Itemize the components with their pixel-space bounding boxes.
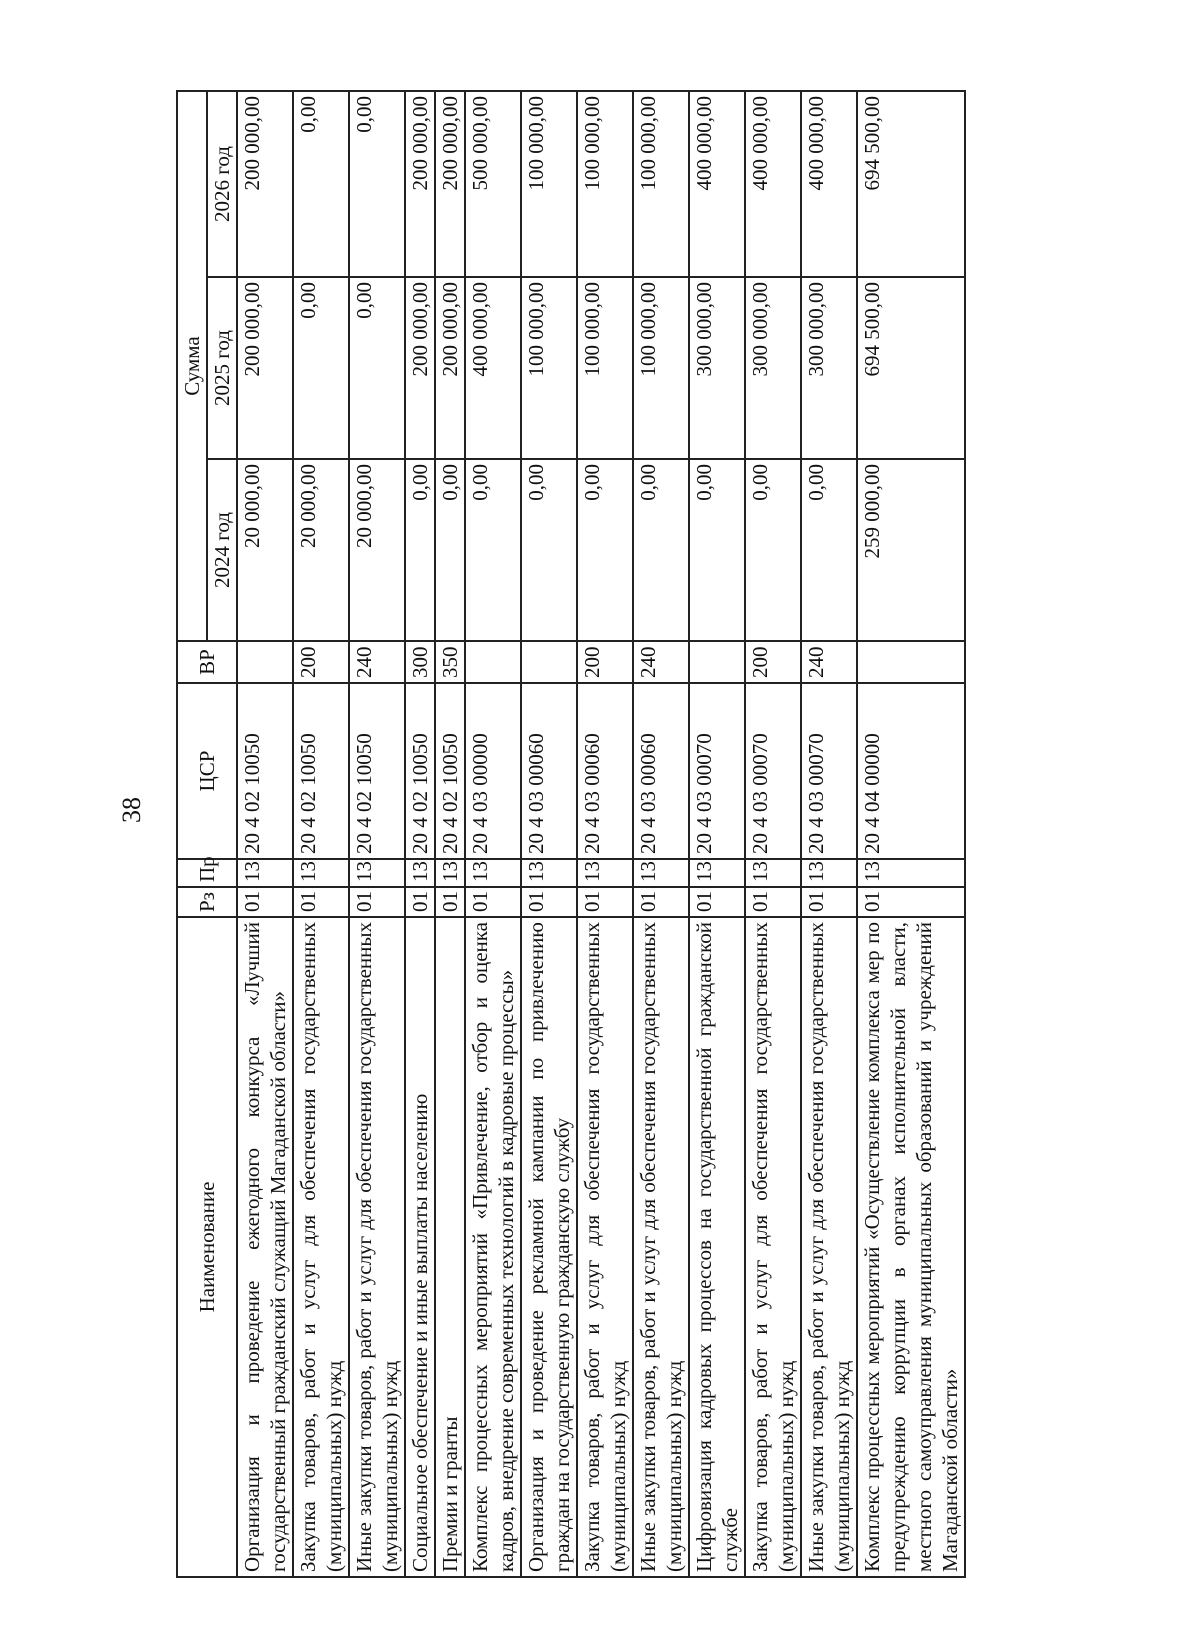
cell-name: Премии и гранты [435, 917, 465, 1577]
table-row [577, 91, 633, 1577]
cell-rz: 01 [521, 887, 577, 917]
header-year-2025: 2025 год [207, 277, 237, 459]
cell-rz: 01 [801, 887, 857, 917]
cell-amount-2024: 0,00 [435, 459, 465, 641]
cell-csr: 20 4 02 10050 [237, 683, 293, 859]
cell-amount-2025: 300 000,00 [689, 277, 745, 459]
table-row [435, 91, 465, 1577]
table-row [465, 91, 521, 1577]
cell-pr: 13 [689, 859, 745, 887]
cell-name: Закупка товаров, работ и услуг для обеспечения государственных (муниципальных) нужд [745, 917, 801, 1577]
cell-pr: 13 [435, 859, 465, 887]
cell-amount-2025: 200 000,00 [405, 277, 435, 459]
cell-amount-2024: 0,00 [405, 459, 435, 641]
cell-amount-2025: 694 500,00 [857, 277, 965, 459]
cell-amount-2024: 0,00 [801, 459, 857, 641]
cell-vr [857, 641, 965, 683]
cell-name: Организация и проведение ежегодного конкурса «Лучший государственный гражданский служащий Магаданской области» [237, 917, 293, 1577]
header-sum: Сумма [177, 91, 207, 641]
cell-rz: 01 [577, 887, 633, 917]
cell-amount-2025: 300 000,00 [801, 277, 857, 459]
table-row [745, 91, 801, 1577]
cell-amount-2024: 0,00 [465, 459, 521, 641]
cell-csr: 20 4 02 10050 [435, 683, 465, 859]
cell-vr: 200 [577, 641, 633, 683]
cell-amount-2024: 0,00 [633, 459, 689, 641]
cell-rz: 01 [349, 887, 405, 917]
cell-rz: 01 [465, 887, 521, 917]
cell-amount-2025: 200 000,00 [237, 277, 293, 459]
cell-csr: 20 4 03 00060 [577, 683, 633, 859]
table-header-row [177, 91, 207, 1577]
cell-amount-2026: 200 000,00 [237, 91, 293, 277]
header-year-2026: 2026 год [207, 91, 237, 277]
cell-pr: 13 [237, 859, 293, 887]
cell-rz: 01 [293, 887, 349, 917]
cell-amount-2025: 400 000,00 [465, 277, 521, 459]
cell-name: Комплекс процессных мероприятий «Привлечение, отбор и оценка кадров, внедрение современных технологий в кадровые процессы» [465, 917, 521, 1577]
cell-csr: 20 4 03 00070 [689, 683, 745, 859]
cell-name: Иные закупки товаров, работ и услуг для обеспечения государственных (муниципальных) нужд [349, 917, 405, 1577]
cell-amount-2026: 100 000,00 [633, 91, 689, 277]
cell-pr: 13 [465, 859, 521, 887]
cell-csr: 20 4 03 00060 [633, 683, 689, 859]
cell-amount-2026: 0,00 [349, 91, 405, 277]
cell-csr: 20 4 02 10050 [349, 683, 405, 859]
table-row [293, 91, 349, 1577]
page-number: 38 [117, 797, 146, 823]
cell-amount-2024: 20 000,00 [293, 459, 349, 641]
cell-csr: 20 4 03 00060 [521, 683, 577, 859]
cell-amount-2025: 100 000,00 [633, 277, 689, 459]
cell-amount-2024: 259 000,00 [857, 459, 965, 641]
cell-pr: 13 [857, 859, 965, 887]
cell-vr [521, 641, 577, 683]
cell-vr: 300 [405, 641, 435, 683]
cell-vr [465, 641, 521, 683]
cell-amount-2024: 0,00 [521, 459, 577, 641]
cell-name: Организация и проведение рекламной кампании по привлечению граждан на государственную гражданскую службу [521, 917, 577, 1577]
cell-name: Иные закупки товаров, работ и услуг для обеспечения государственных (муниципальных) нужд [801, 917, 857, 1577]
cell-pr: 13 [801, 859, 857, 887]
cell-csr: 20 4 03 00070 [801, 683, 857, 859]
cell-rz: 01 [237, 887, 293, 917]
cell-amount-2024: 0,00 [577, 459, 633, 641]
cell-amount-2024: 0,00 [745, 459, 801, 641]
cell-vr: 350 [435, 641, 465, 683]
cell-amount-2025: 0,00 [349, 277, 405, 459]
document-table-container [176, 92, 1036, 1578]
header-name: Наименование [177, 917, 237, 1577]
table-row [633, 91, 689, 1577]
cell-csr: 20 4 03 00070 [745, 683, 801, 859]
cell-amount-2025: 300 000,00 [745, 277, 801, 459]
cell-name: Иные закупки товаров, работ и услуг для обеспечения государственных (муниципальных) нужд [633, 917, 689, 1577]
table-row [349, 91, 405, 1577]
cell-amount-2026: 0,00 [293, 91, 349, 277]
cell-name: Цифровизация кадровых процессов на государственной гражданской службе [689, 917, 745, 1577]
cell-amount-2026: 400 000,00 [801, 91, 857, 277]
cell-csr: 20 4 03 00000 [465, 683, 521, 859]
cell-amount-2026: 400 000,00 [689, 91, 745, 277]
cell-amount-2024: 0,00 [689, 459, 745, 641]
cell-rz: 01 [405, 887, 435, 917]
cell-vr: 240 [801, 641, 857, 683]
cell-amount-2026: 200 000,00 [435, 91, 465, 277]
cell-amount-2025: 200 000,00 [435, 277, 465, 459]
table-row [405, 91, 435, 1577]
table-body [237, 91, 965, 1577]
cell-rz: 01 [689, 887, 745, 917]
cell-pr: 13 [349, 859, 405, 887]
cell-vr [237, 641, 293, 683]
cell-name: Социальное обеспечение и иные выплаты населению [405, 917, 435, 1577]
cell-csr: 20 4 04 00000 [857, 683, 965, 859]
cell-pr: 13 [745, 859, 801, 887]
cell-pr: 13 [293, 859, 349, 887]
cell-amount-2025: 100 000,00 [577, 277, 633, 459]
cell-vr: 200 [745, 641, 801, 683]
cell-vr: 240 [349, 641, 405, 683]
cell-amount-2025: 0,00 [293, 277, 349, 459]
header-pr: Пр [177, 859, 237, 887]
cell-vr: 240 [633, 641, 689, 683]
header-csr: ЦСР [177, 683, 237, 859]
cell-rz: 01 [633, 887, 689, 917]
header-rz: Рз [177, 887, 237, 917]
cell-pr: 13 [405, 859, 435, 887]
cell-amount-2026: 100 000,00 [577, 91, 633, 277]
cell-csr: 20 4 02 10050 [293, 683, 349, 859]
cell-vr [689, 641, 745, 683]
cell-amount-2026: 100 000,00 [521, 91, 577, 277]
cell-amount-2024: 20 000,00 [349, 459, 405, 641]
cell-pr: 13 [577, 859, 633, 887]
cell-pr: 13 [633, 859, 689, 887]
table-row [689, 91, 745, 1577]
cell-rz: 01 [435, 887, 465, 917]
cell-amount-2026: 500 000,00 [465, 91, 521, 277]
table-row [801, 91, 857, 1577]
cell-amount-2026: 400 000,00 [745, 91, 801, 277]
cell-name: Закупка товаров, работ и услуг для обеспечения государственных (муниципальных) нужд [577, 917, 633, 1577]
header-vr: ВР [177, 641, 237, 683]
cell-vr: 200 [293, 641, 349, 683]
cell-csr: 20 4 02 10050 [405, 683, 435, 859]
table-row [521, 91, 577, 1577]
table-row [237, 91, 293, 1577]
header-year-2024: 2024 год [207, 459, 237, 641]
cell-amount-2026: 200 000,00 [405, 91, 435, 277]
cell-amount-2026: 694 500,00 [857, 91, 965, 277]
cell-amount-2024: 20 000,00 [237, 459, 293, 641]
cell-pr: 13 [521, 859, 577, 887]
cell-amount-2025: 100 000,00 [521, 277, 577, 459]
cell-rz: 01 [857, 887, 965, 917]
cell-name: Комплекс процессных мероприятий «Осуществление комплекса мер по предупреждению коррупции в органах исполнительной власти, местного самоуправления муниципальных образований и учреждений Магаданской области» [857, 917, 965, 1577]
cell-name: Закупка товаров, работ и услуг для обеспечения государственных (муниципальных) нужд [293, 917, 349, 1577]
table-row [857, 91, 965, 1577]
budget-table [176, 90, 966, 1578]
cell-rz: 01 [745, 887, 801, 917]
